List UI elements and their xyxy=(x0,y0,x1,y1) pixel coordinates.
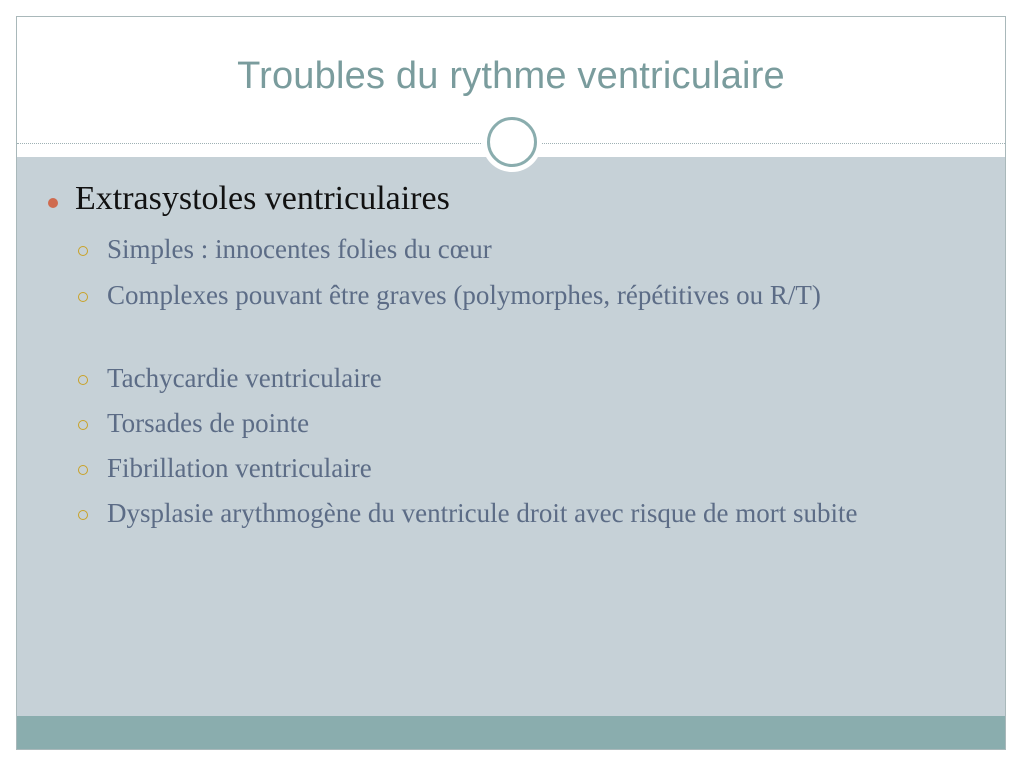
sub-bullet-ring-icon xyxy=(78,375,88,385)
slide xyxy=(16,16,1006,750)
sub-bullet-text: Tachycardie ventriculaire xyxy=(107,363,382,393)
sub-bullet-text: Torsades de pointe xyxy=(107,408,310,438)
main-bullet-text: Extrasystoles ventriculaires xyxy=(75,180,450,217)
sub-bullet-text: Dysplasie arythmogène du ventricule droit avec risque de mort subite xyxy=(107,498,858,528)
slide-title: Troubles du rythme ventriculaire xyxy=(237,55,785,97)
sub-bullet-ring-icon xyxy=(78,292,88,302)
footer-bar xyxy=(17,716,1005,750)
sub-bullet-ring-icon xyxy=(78,420,88,430)
sub-bullet-text: Fibrillation ventriculaire xyxy=(107,453,372,483)
sub-bullet-ring-icon xyxy=(78,246,88,256)
sub-bullet-ring-icon xyxy=(78,510,88,520)
sub-bullet-text: Complexes pouvant être graves (polymorphes, répétitives ou R/T) xyxy=(107,280,821,310)
circle-ring-icon xyxy=(487,117,537,167)
sub-bullet-ring-icon xyxy=(78,465,88,475)
main-bullet-dot-icon xyxy=(48,198,58,208)
sub-bullet-text: Simples : innocentes folies du cœur xyxy=(107,234,492,264)
